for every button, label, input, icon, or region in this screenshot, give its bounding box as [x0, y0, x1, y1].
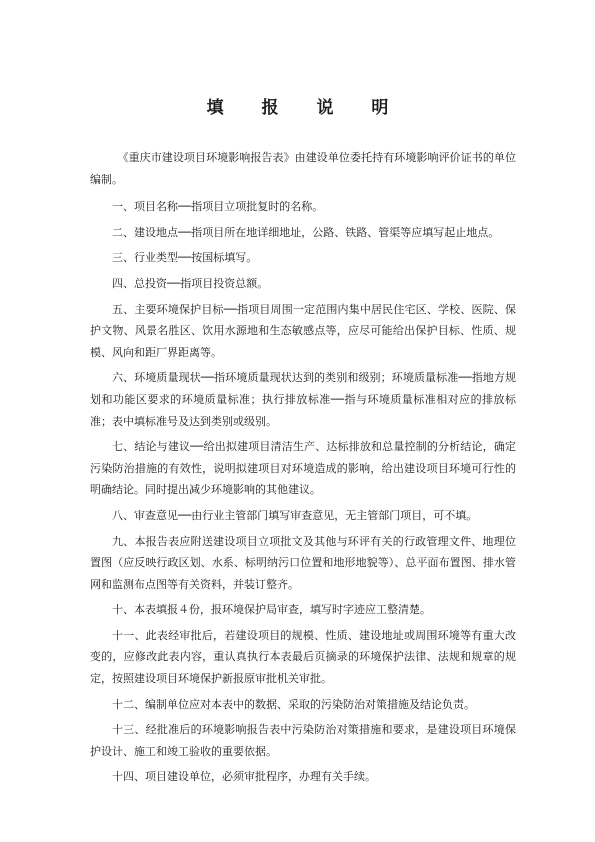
instruction-item-2: 二、建设地点──指项目所在地详细地址，公路、铁路、管渠等应填写起止地点。 — [112, 225, 500, 239]
instruction-item-11: 十一、此表经审批后，若建设项目的规模、性质、建设地址或周围环境等有重大改变的，应修改此表内容，重认真执行本表最后页摘录的环境保护法律、法规和规章的规定，按照建设项目环境保护新报原审批机关审批。 — [90, 628, 516, 686]
instruction-item-6: 六、环境质量现状──指环境质量现状达到的类别和级别；环境质量标准──指地方规划和功能区要求的环境质量标准；执行排放标准──指与环境质量标准相对应的排放标准；表中填标准号及达到类别或级别。 — [90, 371, 516, 428]
instruction-item-10: 十、本表填报４份，报环境保护局审查，填写时字迹应工整清楚。 — [112, 603, 431, 617]
instruction-item-4: 四、总投资──指项目投资总额。 — [112, 276, 269, 290]
instruction-item-1: 一、项目名称──指项目立项批复时的名称。 — [112, 200, 324, 214]
instruction-item-12: 十二、编制单位应对本表中的数据、采取的污染防治对策措施及结论负责。 — [112, 697, 475, 711]
instruction-item-5: 五、主要环境保护目标──指项目周围一定范围内集中居民住宅区、学校、医院、保护文物、风景名胜区、饮用水源地和生态敏感点等，应尽可能给出保护目标、性质、规模、风向和距厂界距离等。 — [90, 302, 516, 359]
instruction-item-13: 十三、经批准后的环境影响报告表中污染防治对策措施和要求，是建设项目环境保护设计、施工和竣工验收的重要依据。 — [90, 723, 516, 758]
intro-paragraph: 《重庆市建设项目环境影响报告表》由建设单位委托持有环境影响评价证书的单位编制。 — [90, 151, 516, 186]
page-title: 填 报 说 明 — [206, 98, 405, 118]
instruction-item-3: 三、行业类型──按国标填写。 — [112, 251, 258, 265]
instruction-item-14: 十四、项目建设单位，必须审批程序，办理有关手续。 — [112, 770, 376, 784]
instructions-body — [90, 147, 516, 792]
instruction-item-7: 七、结论与建议──给出拟建项目清洁生产、达标排放和总量控制的分析结论，确定污染防治措施的有效性，说明拟建项目对环境造成的影响，给出建设项目环境可行性的明确结论。同时提出减少环境影响的其他建议。 — [90, 440, 516, 497]
instruction-item-8: 八、审查意见──由行业主管部门填写审查意见，无主管部门项目，可不填。 — [112, 508, 478, 522]
instruction-item-9: 九、本报告表应附送建设项目立项批文及其他与环评有关的行政管理文件、地理位置图（应反映行政区划、水系、标明纳污口位置和地形地貌等）、总平面布置图、排水管网和监测布点图等有关资料，并装订整齐。 — [90, 534, 516, 591]
